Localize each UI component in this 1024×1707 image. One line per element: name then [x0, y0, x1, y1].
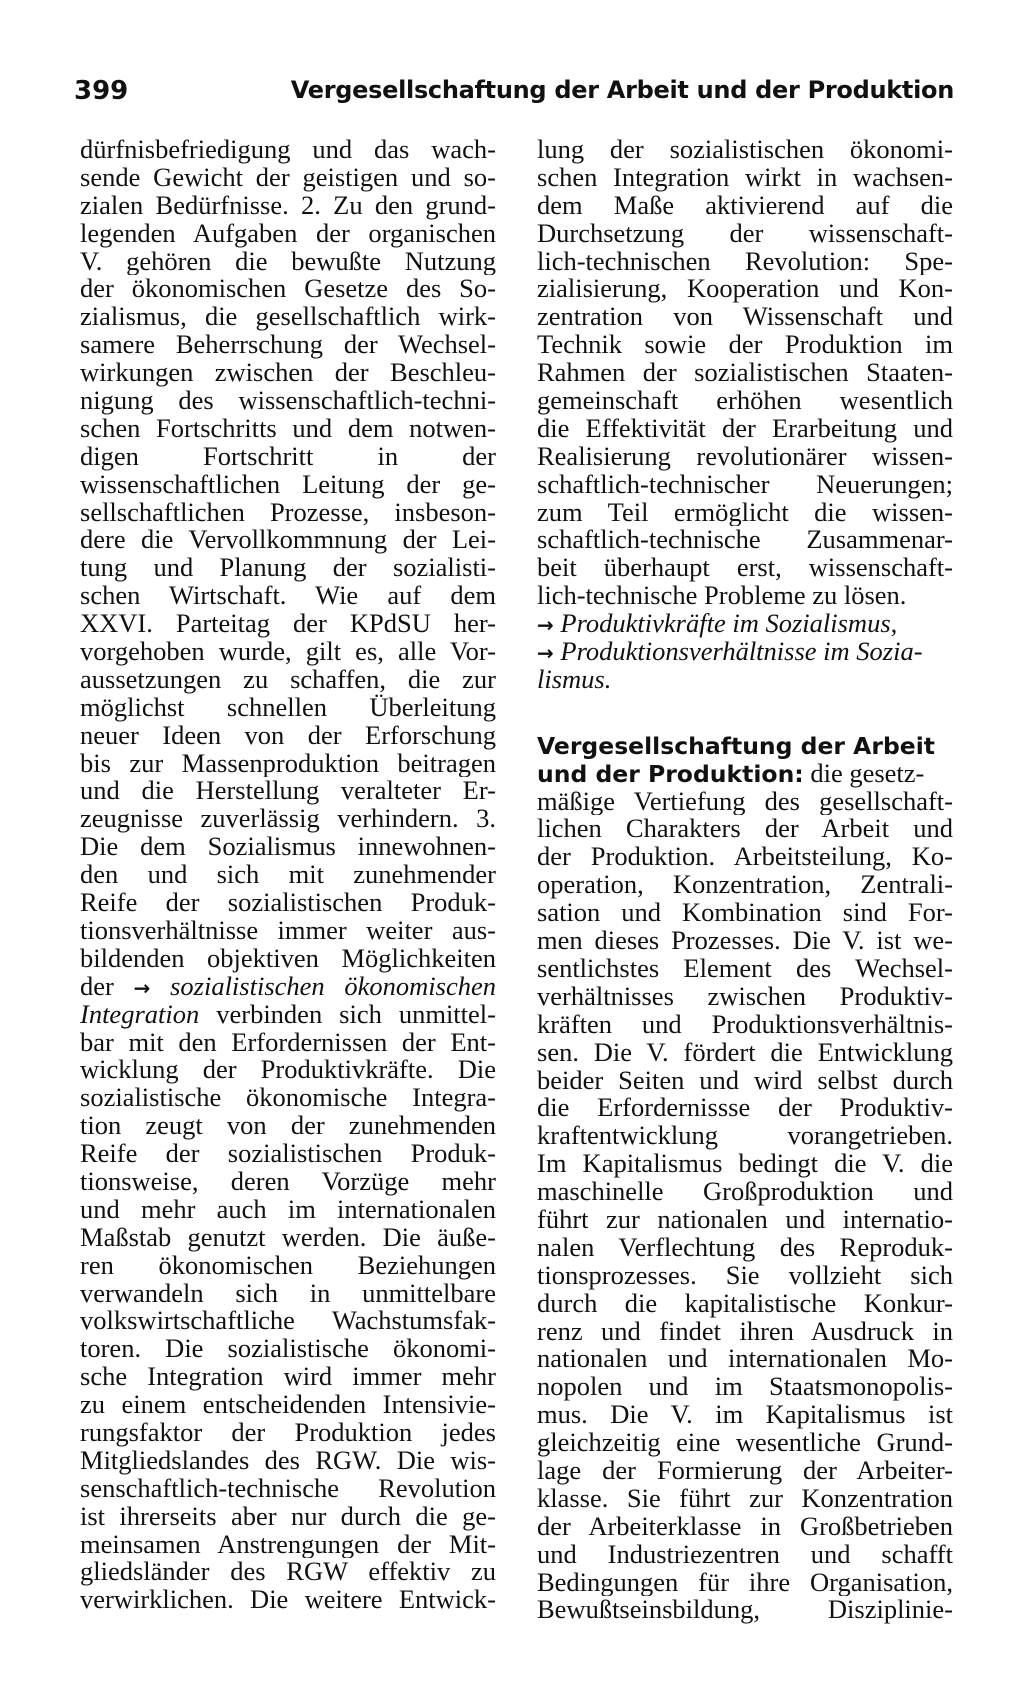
entry-headword: Vergesellschaftung der Arbeit [537, 731, 936, 760]
text-line: digen Fortschritt in der [80, 442, 496, 471]
text-line: lich-technischen Revolution: Spe- [537, 247, 953, 276]
text-line: tionsweise, deren Vorzüge mehr [80, 1167, 496, 1196]
text-line: wicklung der Produktivkräfte. Die [80, 1056, 496, 1085]
text-line: samere Beherrschung der Wechsel- [80, 331, 496, 360]
text-line: sentlichstes Element des Wechsel- [537, 954, 953, 983]
crossref-link: sozialistischen ökonomischen [170, 972, 496, 1001]
see-also-link: Produktivkräfte im Sozialismus, [560, 610, 898, 639]
text-line: schen Wirtschaft. Wie auf dem [80, 582, 496, 611]
crossref-line [80, 973, 496, 1001]
text-line: sellschaftlichen Prozesse, insbeson- [80, 498, 496, 527]
text-line: operation, Konzentration, Zentrali- [537, 871, 953, 900]
crossref-arrow-icon: → [133, 975, 151, 1000]
text-line: bar mit den Erfordernissen der Ent- [80, 1028, 496, 1057]
see-also-link: Produktionsverhältnisse im Sozia- [560, 638, 923, 666]
text-line: zeugnisse zuverlässig verhindern. 3. [80, 805, 496, 834]
text-line: zum Teil ermöglicht die wissen- [537, 498, 953, 527]
text-line: verhältnisses zwischen Produktiv- [537, 982, 953, 1011]
text-line: möglichst schnellen Überleitung [80, 693, 496, 722]
text-line: dürfnisbefriedigung und das wach- [80, 136, 496, 164]
text-line: ist ihrerseits aber nur durch die ge- [80, 1502, 496, 1531]
text-line: bildenden objektiven Möglichkeiten [80, 944, 496, 973]
text-line: führt zur nationalen und internatio- [537, 1205, 953, 1234]
text-line: tung und Planung der sozialisti- [80, 554, 496, 583]
see-also-line [537, 666, 953, 694]
see-also-line [537, 610, 953, 638]
text-line: wissenschaftlichen Leitung der ge- [80, 470, 496, 499]
text-line: Im Kapitalismus bedingt die V. die [537, 1150, 953, 1179]
text-line: zu einem entscheidenden Intensivie- [80, 1391, 496, 1419]
text-line: verwirklichen. Die weitere Entwick- [80, 1586, 496, 1615]
text-line: dem Maße aktivierend auf die [537, 191, 953, 220]
text-line: maschinelle Großproduktion und [537, 1178, 953, 1206]
entry-gap [537, 694, 953, 732]
text-line: nopolen und im Staatsmonopolis- [537, 1373, 953, 1402]
crossref-lead: der [80, 972, 114, 1001]
crossref-rest: verbinden sich unmittel- [199, 1000, 496, 1029]
right-column [537, 136, 953, 1624]
text-line: durch die kapitalistische Konkur- [537, 1289, 953, 1318]
text-line: und mehr auch im internationalen [80, 1195, 496, 1224]
text-line: aussetzungen zu schaffen, die zur [80, 665, 496, 694]
text-line: und Industriezentren und schafft [537, 1540, 953, 1569]
text-line: Die dem Sozialismus innewohnen- [80, 833, 496, 862]
text-line: schen Fortschritts und dem notwen- [80, 414, 496, 443]
text-line: XXVI. Parteitag der KPdSU her- [80, 610, 496, 639]
text-line: legenden Aufgaben der organischen [80, 219, 496, 248]
text-line: der Produktion. Arbeitsteilung, Ko- [537, 843, 953, 872]
text-line: Durchsetzung der wissenschaft- [537, 219, 953, 248]
text-line: die Effektivität der Erarbeitung und [537, 414, 953, 443]
text-line: zentration von Wissenschaft und [537, 303, 953, 332]
text-line: renz und findet ihren Ausdruck in [537, 1317, 953, 1346]
text-line: gleichzeitig eine wesentliche Grund- [537, 1429, 953, 1457]
text-line: sen. Die V. fördert die Entwicklung [537, 1038, 953, 1067]
see-also-arrow-icon: → [537, 641, 554, 666]
text-line: Reife der sozialistischen Produk- [80, 1140, 496, 1168]
page-number: 399 [74, 76, 129, 106]
text-line: nalen Verflechtung des Reproduk- [537, 1233, 953, 1262]
text-line: die Erfordernissse der Produktiv- [537, 1094, 953, 1123]
text-line: schen Integration wirkt in wachsen- [537, 163, 953, 192]
text-line: klasse. Sie führt zur Konzentration [537, 1484, 953, 1513]
text-line: Realisierung revolutionärer wissen- [537, 442, 953, 471]
text-line: der Arbeiterklasse in Großbetrieben [537, 1512, 953, 1541]
entry-headword-line [537, 732, 953, 760]
text-line: kräften und Produktionsverhältnis- [537, 1010, 953, 1039]
text-line: Bedingungen für ihre Organisation, [537, 1568, 953, 1597]
text-line: lichen Charakters der Arbeit und [537, 815, 953, 844]
text-line: nigung des wissenschaftlich-techni- [80, 387, 496, 415]
text-line: gemeinschaft erhöhen wesentlich [537, 387, 953, 415]
text-line: lung der sozialistischen ökonomi- [537, 136, 953, 164]
text-line: men dieses Prozesses. Die V. ist we- [537, 927, 953, 955]
text-line: ren ökonomischen Beziehungen [80, 1251, 496, 1280]
text-line: sche Integration wird immer mehr [80, 1363, 496, 1392]
entry-headword-line [537, 760, 953, 788]
crossref-link: Integration [80, 1000, 200, 1029]
text-line: vorgehoben wurde, gilt es, alle Vor- [80, 638, 496, 666]
text-line: Bewußtseinsbildung, Disziplinie- [537, 1596, 953, 1625]
text-line: zialen Bedürfnisse. 2. Zu den grund- [80, 191, 496, 220]
text-line: beit überhaupt erst, wissenschaft- [537, 554, 953, 583]
see-also-line [537, 638, 953, 666]
page-header [74, 76, 954, 112]
text-line: schaftlich-technische Zusammenar- [537, 526, 953, 555]
text-line: dere die Vervollkommnung der Lei- [80, 526, 496, 555]
text-line: nationalen und internationalen Mo- [537, 1345, 953, 1374]
text-line: Maßstab genutzt werden. Die äuße- [80, 1223, 496, 1252]
text-line: mäßige Vertiefung des gesellschaft- [537, 787, 953, 816]
text-line: Technik sowie der Produktion im [537, 331, 953, 360]
text-line: lage der Formierung der Arbeiter- [537, 1456, 953, 1485]
text-line: rungsfaktor der Produktion jedes [80, 1418, 496, 1447]
text-line: tionsverhältnisse immer weiter aus- [80, 916, 496, 945]
text-line: lich-technische Probleme zu lösen. [537, 582, 907, 611]
entry-definition-start: die gesetz- [803, 759, 925, 788]
text-line: Rahmen der sozialistischen Staaten- [537, 359, 953, 388]
text-line: gliedsländer des RGW effektiv zu [80, 1558, 496, 1587]
text-line: V. gehören die bewußte Nutzung [80, 247, 496, 276]
see-also-link: lismus. [537, 665, 612, 694]
text-line: meinsamen Anstrengungen der Mit- [80, 1530, 496, 1559]
text-line: senschaftlich-technische Revolution [80, 1474, 496, 1503]
entry-headword: und der Produktion: [537, 759, 804, 788]
text-line: Mitgliedslandes des RGW. Die wis- [80, 1446, 496, 1475]
text-line: der ökonomischen Gesetze des So- [80, 275, 496, 304]
crossref-line [80, 1001, 496, 1029]
text-line: sation und Kombination sind For- [537, 899, 953, 928]
text-line: bis zur Massenproduktion beitragen [80, 749, 496, 778]
text-line: Reife der sozialistischen Produk- [80, 889, 496, 917]
see-also-arrow-icon: → [537, 613, 554, 638]
text-line: mus. Die V. im Kapitalismus ist [537, 1401, 953, 1430]
text-line: schaftlich-technischer Neuerungen; [537, 470, 953, 499]
text-line: neuer Ideen von der Erforschung [80, 721, 496, 750]
text-line: zialisierung, Kooperation und Kon- [537, 275, 953, 304]
text-line: und die Herstellung veralteter Er- [80, 777, 496, 806]
text-line: wirkungen zwischen der Beschleu- [80, 359, 496, 388]
left-column [80, 136, 496, 1614]
text-line: kraftentwicklung vorangetrieben. [537, 1122, 953, 1151]
text-line: volkswirtschaftliche Wachstumsfak- [80, 1307, 496, 1336]
text-line: sende Gewicht der geistigen und so- [80, 163, 496, 192]
running-head: Vergesellschaftung der Arbeit und der Produktion [290, 76, 954, 104]
text-line: tion zeugt von der zunehmenden [80, 1112, 496, 1141]
text-line: beider Seiten und wird selbst durch [537, 1066, 953, 1095]
text-line: zialismus, die gesellschaftlich wirk- [80, 303, 496, 332]
text-line: den und sich mit zunehmender [80, 861, 496, 890]
text-line: verwandeln sich in unmittelbare [80, 1279, 496, 1308]
text-line: sozialistische ökonomische Integra- [80, 1084, 496, 1113]
text-line: tionsprozesses. Sie vollzieht sich [537, 1261, 953, 1290]
text-line: toren. Die sozialistische ökonomi- [80, 1335, 496, 1364]
